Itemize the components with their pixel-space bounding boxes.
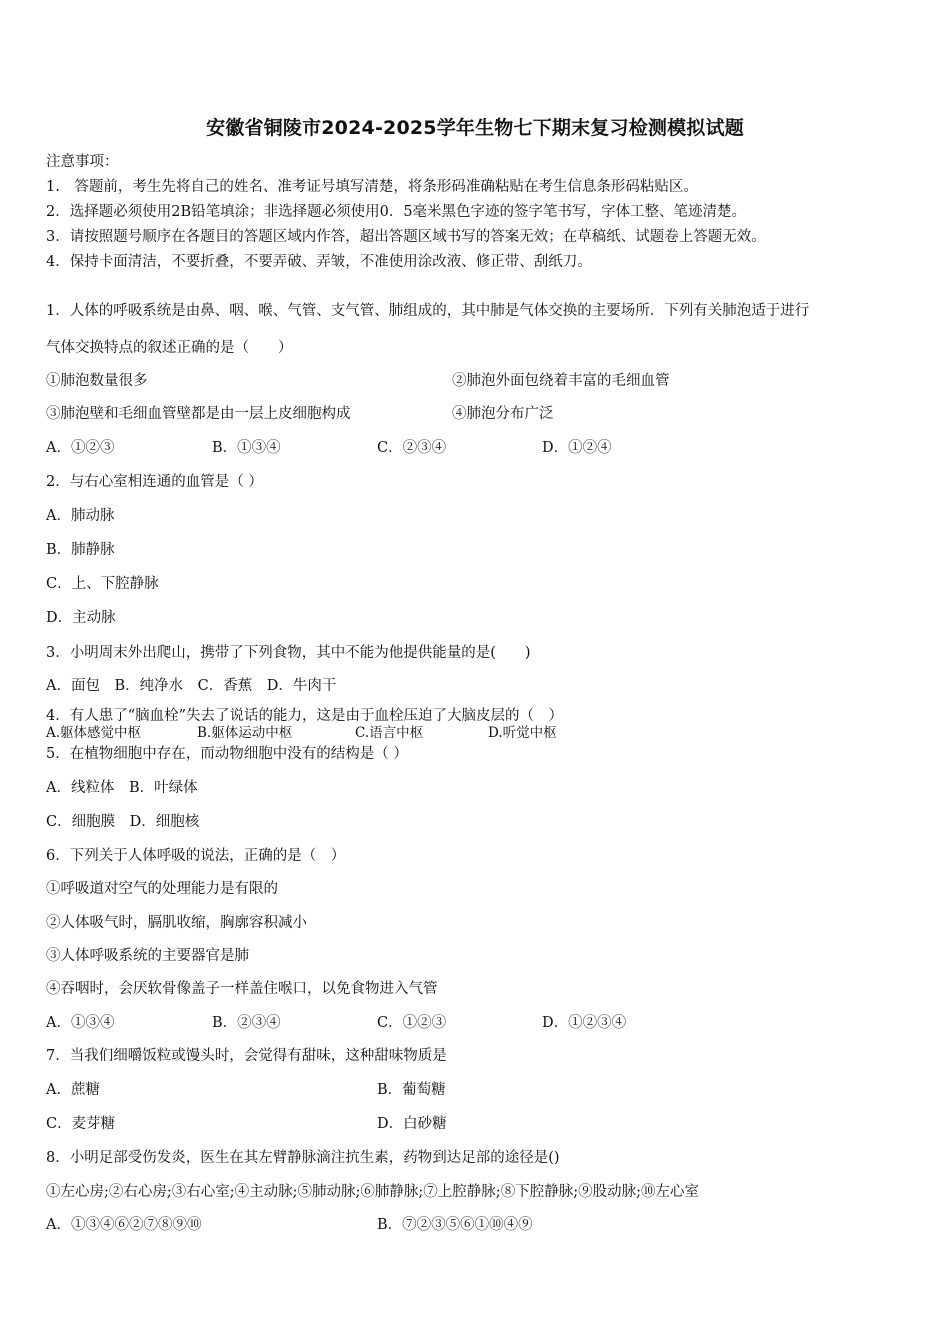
q2-option-c: C．上、下腔静脉 [46,576,159,592]
notice-heading: 注意事项： [46,154,119,170]
q1-statement-4: ④肺泡分布广泛 [452,406,554,422]
q7-option-b: B．葡萄糖 [377,1082,446,1098]
q6-statement-3: ③人体呼吸系统的主要器官是肺 [46,948,249,964]
q1-option-b: B．①③④ [212,440,281,456]
q3-options: A．面包 B．纯净水 C．香蕉 D．牛肉干 [46,678,337,694]
q8-stem: 8．小明足部受伤发炎，医生在其左臂静脉滴注抗生素，药物到达足部的途径是() [46,1150,560,1166]
notice-item-2: 2．选择题必须使用2B铅笔填涂；非选择题必须使用0．5毫米黑色字迹的签字笔书写，字体工整、笔迹清楚。 [46,204,747,220]
notice-item-3: 3．请按照题号顺序在各题目的答题区域内作答，超出答题区域书写的答案无效；在草稿纸、试题卷上答题无效。 [46,229,766,245]
q1-statement-1: ①肺泡数量很多 [46,373,148,389]
q7-option-c: C．麦芽糖 [46,1116,116,1132]
q4-stem: 4．有人患了“脑血栓”失去了说话的能力，这是由于血栓压迫了大脑皮层的（ ） [46,708,564,724]
q1-option-c: C．②③④ [377,440,447,456]
q5-stem: 5．在植物细胞中存在，而动物细胞中没有的结构是（ ） [46,746,408,762]
q7-option-d: D．白砂糖 [377,1116,447,1132]
q7-option-a: A．蔗糖 [46,1082,100,1098]
q5-options-cd: C．细胞膜 D．细胞核 [46,814,200,830]
page-title: 安徽省铜陵市2024-2025学年生物七下期末复习检测模拟试题 [206,117,744,139]
q1-stem-line1: 1．人体的呼吸系统是由鼻、咽、喉、气管、支气管、肺组成的，其中肺是气体交换的主要场所．下列有关肺泡适于进行 [46,303,810,319]
q8-option-b: B．⑦②③⑤⑥①⑩④⑨ [377,1217,533,1233]
q1-option-a: A．①②③ [46,440,115,456]
q1-stem-line2: 气体交换特点的叙述正确的是（ ） [46,340,293,356]
q1-option-d: D．①②④ [542,440,612,456]
q1-statement-3: ③肺泡壁和毛细血管壁都是由一层上皮细胞构成 [46,406,351,422]
q4-option-d: D.听觉中枢 [488,725,557,741]
q4-option-b: B.躯体运动中枢 [197,725,293,741]
q1-statement-2: ②肺泡外面包绕着丰富的毛细血管 [452,373,670,389]
notice-item-1: 1. 答题前，考生先将自己的姓名、准考证号填写清楚，将条形码准确粘贴在考生信息条形码粘贴区。 [46,179,698,195]
q4-option-a: A.躯体感觉中枢 [46,725,142,741]
q6-statement-2: ②人体吸气时，膈肌收缩，胸廓容积减小 [46,915,307,931]
q6-option-c: C．①②③ [377,1015,447,1031]
q2-option-a: A．肺动脉 [46,508,115,524]
q2-stem: 2．与右心室相连通的血管是（ ） [46,474,263,490]
q2-option-b: B．肺静脉 [46,542,115,558]
q8-list: ①左心房;②右心房;③右心室;④主动脉;⑤肺动脉;⑥肺静脉;⑦上腔静脉;⑧下腔静脉;⑨股动脉;⑩左心室 [46,1184,699,1200]
q4-option-c: C.语言中枢 [355,725,424,741]
q3-stem: 3．小明周末外出爬山，携带了下列食物，其中不能为他提供能量的是( ) [46,645,531,661]
q6-statement-1: ①呼吸道对空气的处理能力是有限的 [46,881,278,897]
notice-item-4: 4．保持卡面清洁，不要折叠，不要弄破、弄皱，不准使用涂改液、修正带、刮纸刀。 [46,254,592,270]
q6-statement-4: ④吞咽时，会厌软骨像盖子一样盖住喉口，以免食物进入气管 [46,981,438,997]
q7-stem: 7．当我们细嚼饭粒或馒头时，会觉得有甜味，这种甜味物质是 [46,1048,447,1064]
q6-stem: 6．下列关于人体呼吸的说法，正确的是（ ） [46,848,346,864]
q2-option-d: D．主动脉 [46,610,116,626]
q5-options-ab: A．线粒体 B．叶绿体 [46,780,198,796]
q6-option-b: B．②③④ [212,1015,281,1031]
q6-option-a: A．①③④ [46,1015,115,1031]
q6-option-d: D．①②③④ [542,1015,627,1031]
q8-option-a: A．①③④⑥②⑦⑧⑨⑩ [46,1217,202,1233]
